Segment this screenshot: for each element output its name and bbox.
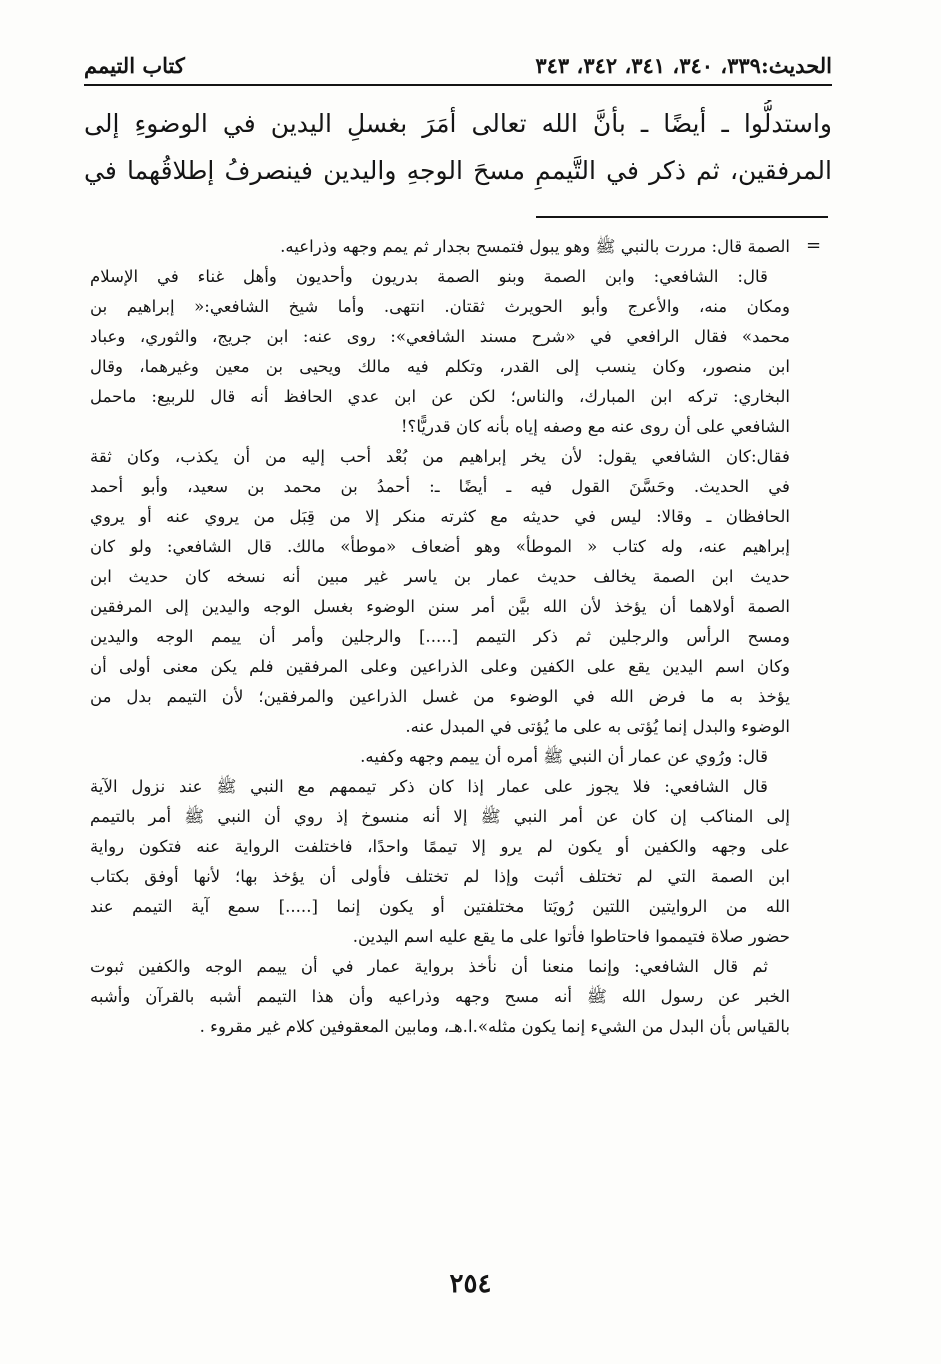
footnote-paragraph (90, 742, 790, 772)
footnote-divider (536, 216, 828, 218)
footnote-line: الصمة أولاهما أن يؤخذ لأن الله بيَّن أمر سنن الوضوء بغسل الوجه واليدين إلى المرفقين (90, 597, 790, 616)
footnote-line: ثم قال الشافعي: وإنما منعنا أن نأخذ برواية عمار في أن ييمم الوجه والكفين ثبوت (90, 957, 768, 976)
chapter-title: كتاب التيمم (84, 53, 185, 78)
footnote-paragraph (90, 442, 790, 742)
footnote-line: ومسح الرأس والرجلين ثم ذكر التيمم [.....] والرجلين وأمر أن ييمم الوجه واليدين (90, 627, 790, 646)
footnote-line: ابن الصمة التي لم تختلف أثبت وإذا لم تختلف فأولى أن يؤخذ بها؛ لأنها أوفق بكتاب (90, 867, 790, 886)
footnote-line: ابن منصور، وكان ينسب إلى القدر، وتكلم فيه مالك ويحيى بن معين وغيرهما، وقال (90, 357, 790, 376)
footnote-paragraph (90, 772, 790, 952)
footnote-line: إبراهيم عنه، وله كتاب « الموطأ» وهو أضعاف «موطأ» مالك. قال الشافعي: ولو كان (90, 537, 790, 556)
main-text (84, 100, 832, 194)
footnote-line: وكان اسم اليدين يقع على الكفين وعلى الذراعين وعلى المرفقين فلم يكن معنى أولى أن (90, 657, 790, 676)
footnote-line: قال الشافعي: فلا يجوز على عمار إذا كان ذكر تيممهم مع النبي ﷺ عند نزول الآية (90, 777, 768, 796)
footnote-line: الخبر عن رسول الله ﷺ أنه مسح وجهه وذراعيه وأن هذا التيمم أشبه بالقرآن وأشبه (90, 987, 790, 1006)
footnote-paragraph (90, 262, 790, 442)
page-number: ٢٥٤ (449, 1269, 492, 1299)
footnote-line: الصمة قال: مررت بالنبي ﷺ وهو يبول فتمسح بجدار ثم يمم وجهه وذراعيه. (280, 237, 790, 256)
footnote-line: محمد» فقال الرافعي في «شرح مسند الشافعي»: روى عنه: ابن جريج، والثوري، وعباد (90, 327, 790, 346)
main-text-line: واستدلُّوا ـ أيضًا ـ بأنَّ الله تعالى أمَرَ بغسلِ اليدين في الوضوءِ إلى (84, 109, 832, 138)
footnote-line: الله من الروايتين اللتين رُويَتا مختلفتين أو يكون إنما [.....] سمع آية التيمم عند (90, 897, 790, 916)
footnotes (90, 232, 790, 1042)
footnote-line: قال: الشافعي: وابن الصمة وبنو الصمة بدريون وأحديون وأهل غناء في الإسلام (90, 267, 768, 286)
main-text-line: المرفقين، ثم ذكر في التَّيممِ مسحَ الوجهِ واليدين فينصرفُ إطلاقُهما في (84, 156, 832, 185)
footnote-line: قال: ورُوي عن عمار أن النبي ﷺ أمره أن ييمم وجهه وكفيه. (360, 747, 768, 766)
footnote-line: في الحديث. وحَسَّنَ القول فيه ـ أيضًا ـ: أحمدُ بن محمد بن سعيد، وأبو أحمد (90, 477, 790, 496)
footnote-line: بالقياس بأن البدل من الشيء إنما يكون مثله».ا.هـ، ومابين المعقوفين كلام غير مقروء . (199, 1017, 790, 1036)
footnote-line: يؤخذ به ما فرض الله في الوضوء من غسل الذراعين والمرفقين؛ لأن التيمم بدل من (90, 687, 790, 706)
footnote-line: البخاري: تركه ابن المبارك، والناس؛ لكن عن ابن عدي الحافظ أنه قال للربيع: ماحمل (90, 387, 790, 406)
footnote-line: على وجهه والكفين أو يكون لم يرو إلا تيممًا واحدًا، فاختلفت الرواية عنه فتكون رواية (90, 837, 790, 856)
footnote-paragraph (90, 952, 790, 1042)
footnote-line: فقال:كان الشافعي يقول: لأن يخر إبراهيم من بُعْد أحب إليه من أن يكذب، وكان ثقة (90, 447, 790, 466)
footnote-line: الشافعي على أن روى عنه مع وصفه إياه بأنه كان قدريًّا؟! (400, 417, 790, 436)
page-header (84, 40, 832, 86)
footnote-line: حضور صلاة فتيمموا فاحتاطوا فأتوا على ما يقع عليه اسم اليدين. (352, 927, 790, 946)
footnote-line: الوضوء والبدل إنما يُؤتى به على ما يُؤتى في المبدل عنه. (405, 717, 790, 736)
hadith-reference: الحديث:٣٣٩، ٣٤٠، ٣٤١، ٣٤٢، ٣٤٣ (535, 53, 832, 78)
footnote-line: الحافظان ـ وقالا: ليس في حديثه مع كثرته منكر إلا من قِبَل من يروي عنه أو يروي (90, 507, 790, 526)
footnote-line: حديث ابن الصمة يخالف حديث عمار بن ياسر غير مبين أنه نسخه كان حديث ابن (90, 567, 790, 586)
footnote-paragraph (90, 232, 790, 262)
footnote-continuation-mark: = (806, 235, 822, 256)
footnote-line: إلى المناكب إن كان عن أمر النبي ﷺ إلا أنه منسوخ إذ روي أن النبي ﷺ أمر بالتيمم (90, 807, 790, 826)
footnote-line: ومكان منه، والأعرج وأبو الحويرث ثقتان. انتهى. وأما شيخ الشافعي:« إبراهيم بن (90, 297, 790, 316)
